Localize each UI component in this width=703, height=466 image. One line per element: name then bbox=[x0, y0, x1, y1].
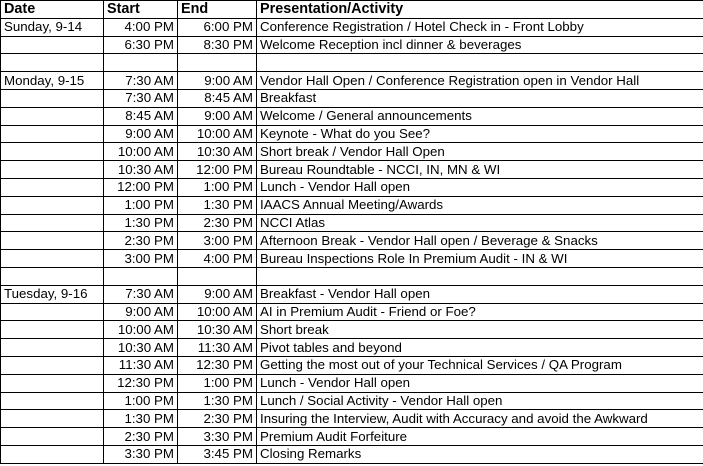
header-end: End bbox=[178, 1, 257, 19]
start-cell: 8:45 AM bbox=[104, 107, 178, 125]
end-cell: 10:30 AM bbox=[178, 321, 257, 339]
date-cell bbox=[1, 374, 104, 392]
table-row bbox=[1, 161, 703, 179]
activity-cell: Closing Remarks bbox=[257, 445, 703, 463]
table-row bbox=[1, 54, 703, 72]
table-row bbox=[1, 267, 703, 285]
end-cell: 10:30 AM bbox=[178, 143, 257, 161]
table-row bbox=[1, 321, 703, 339]
table-row bbox=[1, 250, 703, 268]
activity-cell: Insuring the Interview, Audit with Accuracy and avoid the Awkward bbox=[257, 410, 703, 428]
table-row bbox=[1, 178, 703, 196]
table-row bbox=[1, 356, 703, 374]
end-cell: 2:30 PM bbox=[178, 410, 257, 428]
table-row bbox=[1, 374, 703, 392]
activity-cell: Lunch / Social Activity - Vendor Hall open bbox=[257, 392, 703, 410]
activity-cell: Short break bbox=[257, 321, 703, 339]
header-activity: Presentation/Activity bbox=[257, 1, 703, 19]
table-row bbox=[1, 428, 703, 446]
start-cell: 7:30 AM bbox=[104, 285, 178, 303]
date-cell bbox=[1, 428, 104, 446]
table-row bbox=[1, 18, 703, 36]
activity-cell: Welcome / General announcements bbox=[257, 107, 703, 125]
end-cell: 12:30 PM bbox=[178, 356, 257, 374]
start-cell: 3:30 PM bbox=[104, 445, 178, 463]
end-cell: 10:00 AM bbox=[178, 125, 257, 143]
end-cell: 3:30 PM bbox=[178, 428, 257, 446]
end-cell: 10:00 AM bbox=[178, 303, 257, 321]
table-row bbox=[1, 89, 703, 107]
activity-cell bbox=[257, 54, 703, 72]
activity-cell: NCCI Atlas bbox=[257, 214, 703, 232]
end-cell: 8:45 AM bbox=[178, 89, 257, 107]
date-cell bbox=[1, 267, 104, 285]
start-cell: 12:00 PM bbox=[104, 178, 178, 196]
activity-cell: Premium Audit Forfeiture bbox=[257, 428, 703, 446]
start-cell: 7:30 AM bbox=[104, 72, 178, 90]
date-cell: Sunday, 9-14 bbox=[1, 18, 104, 36]
activity-cell: IAACS Annual Meeting/Awards bbox=[257, 196, 703, 214]
end-cell: 1:30 PM bbox=[178, 196, 257, 214]
table-row bbox=[1, 196, 703, 214]
start-cell: 4:00 PM bbox=[104, 18, 178, 36]
activity-cell: Keynote - What do you See? bbox=[257, 125, 703, 143]
start-cell: 3:00 PM bbox=[104, 250, 178, 268]
table-row bbox=[1, 107, 703, 125]
start-cell: 9:00 AM bbox=[104, 303, 178, 321]
start-cell: 2:30 PM bbox=[104, 428, 178, 446]
header-start: Start bbox=[104, 1, 178, 19]
schedule-body bbox=[1, 18, 703, 463]
start-cell: 9:00 AM bbox=[104, 125, 178, 143]
date-cell bbox=[1, 54, 104, 72]
date-cell bbox=[1, 303, 104, 321]
activity-cell: Afternoon Break - Vendor Hall open / Beverage & Snacks bbox=[257, 232, 703, 250]
activity-cell: Welcome Reception incl dinner & beverages bbox=[257, 36, 703, 54]
end-cell: 9:00 AM bbox=[178, 107, 257, 125]
date-cell bbox=[1, 321, 104, 339]
activity-cell: Vendor Hall Open / Conference Registration open in Vendor Hall bbox=[257, 72, 703, 90]
date-cell bbox=[1, 392, 104, 410]
end-cell: 11:30 AM bbox=[178, 339, 257, 357]
activity-cell: Breakfast bbox=[257, 89, 703, 107]
start-cell: 12:30 PM bbox=[104, 374, 178, 392]
end-cell bbox=[178, 267, 257, 285]
header-row bbox=[1, 1, 703, 19]
table-row bbox=[1, 445, 703, 463]
activity-cell: Breakfast - Vendor Hall open bbox=[257, 285, 703, 303]
activity-cell: Lunch - Vendor Hall open bbox=[257, 178, 703, 196]
date-cell bbox=[1, 161, 104, 179]
end-cell: 6:00 PM bbox=[178, 18, 257, 36]
start-cell: 10:00 AM bbox=[104, 321, 178, 339]
activity-cell: Pivot tables and beyond bbox=[257, 339, 703, 357]
start-cell: 1:30 PM bbox=[104, 214, 178, 232]
start-cell: 1:00 PM bbox=[104, 392, 178, 410]
end-cell: 9:00 AM bbox=[178, 72, 257, 90]
start-cell: 10:30 AM bbox=[104, 161, 178, 179]
activity-cell: Bureau Inspections Role In Premium Audit - IN & WI bbox=[257, 250, 703, 268]
date-cell bbox=[1, 445, 104, 463]
date-cell bbox=[1, 214, 104, 232]
table-row bbox=[1, 214, 703, 232]
table-row bbox=[1, 125, 703, 143]
activity-cell: Bureau Roundtable - NCCI, IN, MN & WI bbox=[257, 161, 703, 179]
end-cell: 1:00 PM bbox=[178, 178, 257, 196]
activity-cell: AI in Premium Audit - Friend or Foe? bbox=[257, 303, 703, 321]
activity-cell: Short break / Vendor Hall Open bbox=[257, 143, 703, 161]
table-row bbox=[1, 72, 703, 90]
table-row bbox=[1, 232, 703, 250]
table-row bbox=[1, 36, 703, 54]
start-cell bbox=[104, 54, 178, 72]
date-cell bbox=[1, 250, 104, 268]
end-cell: 8:30 PM bbox=[178, 36, 257, 54]
end-cell: 3:00 PM bbox=[178, 232, 257, 250]
start-cell: 1:30 PM bbox=[104, 410, 178, 428]
activity-cell bbox=[257, 267, 703, 285]
start-cell: 11:30 AM bbox=[104, 356, 178, 374]
activity-cell: Getting the most out of your Technical Services / QA Program bbox=[257, 356, 703, 374]
table-row bbox=[1, 303, 703, 321]
date-cell bbox=[1, 232, 104, 250]
date-cell bbox=[1, 178, 104, 196]
start-cell: 1:00 PM bbox=[104, 196, 178, 214]
end-cell: 9:00 AM bbox=[178, 285, 257, 303]
end-cell: 12:00 PM bbox=[178, 161, 257, 179]
date-cell bbox=[1, 339, 104, 357]
end-cell: 3:45 PM bbox=[178, 445, 257, 463]
date-cell bbox=[1, 356, 104, 374]
start-cell: 6:30 PM bbox=[104, 36, 178, 54]
end-cell: 1:00 PM bbox=[178, 374, 257, 392]
table-row bbox=[1, 392, 703, 410]
date-cell bbox=[1, 410, 104, 428]
end-cell: 4:00 PM bbox=[178, 250, 257, 268]
header-date: Date bbox=[1, 1, 104, 19]
start-cell: 10:30 AM bbox=[104, 339, 178, 357]
end-cell: 2:30 PM bbox=[178, 214, 257, 232]
date-cell bbox=[1, 143, 104, 161]
activity-cell: Lunch - Vendor Hall open bbox=[257, 374, 703, 392]
table-row bbox=[1, 143, 703, 161]
table-row bbox=[1, 339, 703, 357]
activity-cell: Conference Registration / Hotel Check in - Front Lobby bbox=[257, 18, 703, 36]
date-cell bbox=[1, 196, 104, 214]
date-cell bbox=[1, 89, 104, 107]
start-cell bbox=[104, 267, 178, 285]
date-cell: Tuesday, 9-16 bbox=[1, 285, 104, 303]
date-cell: Monday, 9-15 bbox=[1, 72, 104, 90]
end-cell: 1:30 PM bbox=[178, 392, 257, 410]
end-cell bbox=[178, 54, 257, 72]
start-cell: 7:30 AM bbox=[104, 89, 178, 107]
date-cell bbox=[1, 125, 104, 143]
date-cell bbox=[1, 107, 104, 125]
table-row bbox=[1, 410, 703, 428]
start-cell: 2:30 PM bbox=[104, 232, 178, 250]
start-cell: 10:00 AM bbox=[104, 143, 178, 161]
table-row bbox=[1, 285, 703, 303]
date-cell bbox=[1, 36, 104, 54]
